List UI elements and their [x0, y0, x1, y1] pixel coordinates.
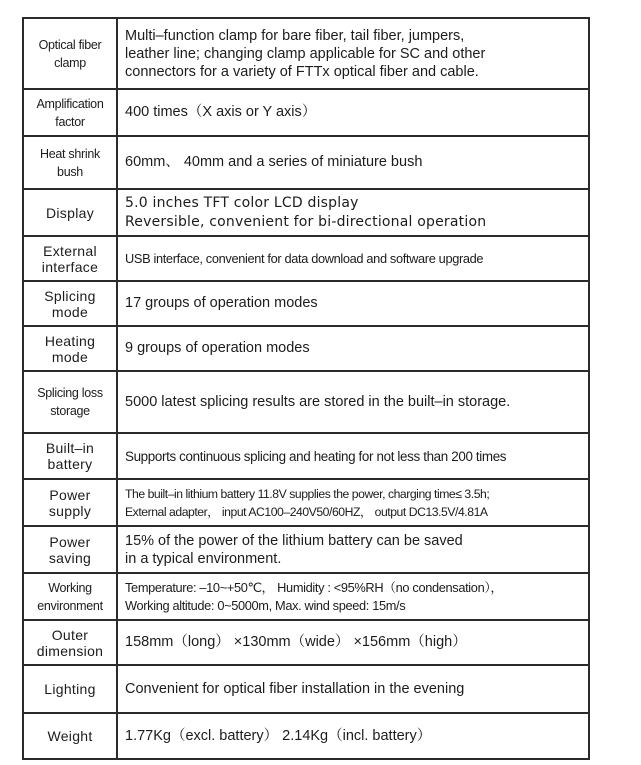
label-line: environment — [37, 598, 103, 613]
spec-value — [117, 136, 589, 189]
spec-row-lighting — [23, 665, 589, 713]
label-line: mode — [51, 348, 89, 365]
label-line: External — [43, 242, 97, 259]
spec-row-heat-shrink-bush — [23, 136, 589, 189]
label-line: Splicing loss — [37, 386, 103, 400]
spec-value — [117, 713, 589, 759]
value-line: The built–in lithium battery 11.8V supplies the power, charging time≤ 3.5h; — [125, 486, 490, 501]
value-line: 9 groups of operation modes — [125, 340, 310, 356]
spec-label — [23, 433, 117, 479]
spec-label — [23, 573, 117, 620]
value-line: 400 times（X axis or Y axis） — [125, 104, 317, 120]
value-line: Supports continuous splicing and heating for not less than 200 times — [125, 448, 507, 464]
spec-value — [117, 326, 589, 371]
value-line: Multi–function clamp for bare fiber, tail fiber, jumpers, — [125, 27, 465, 44]
value-line: 17 groups of operation modes — [125, 295, 318, 311]
spec-label — [23, 18, 117, 89]
label-line: Amplification — [36, 96, 104, 111]
spec-label — [23, 371, 117, 433]
label-line: Power — [49, 486, 91, 503]
spec-row-built-in-battery — [23, 433, 589, 479]
value-line: Reversible, convenient for bi-directional operation — [125, 213, 487, 230]
spec-value — [117, 526, 589, 573]
value-line: Convenient for optical fiber installation in the evening — [125, 680, 465, 697]
value-line: in a typical environment. — [125, 550, 282, 567]
spec-label — [23, 189, 117, 236]
spec-value — [117, 236, 589, 281]
spec-value — [117, 620, 589, 665]
spec-row-heating-mode — [23, 326, 589, 371]
label-line: mode — [51, 303, 89, 320]
value-line: 158mm（long） ×130mm（wide） ×156mm（high） — [125, 634, 467, 650]
value-line: External adapter， input AC100–240V50/60HZ， output DC13.5V/4.81A — [125, 504, 488, 519]
label-line: Heat shrink — [40, 146, 100, 161]
label-line: storage — [50, 404, 90, 418]
spec-row-splicing-loss-storage — [23, 371, 589, 433]
spec-row-working-environment — [23, 573, 589, 620]
spec-value — [117, 433, 589, 479]
spec-label — [23, 620, 117, 665]
label-line: Display — [45, 204, 94, 221]
spec-label — [23, 326, 117, 371]
value-line: 60mm、 40mm and a series of miniature bush — [125, 154, 423, 170]
label-line: bush — [57, 164, 83, 179]
spec-row-power-supply — [23, 479, 589, 526]
value-line: 5.0 inches TFT color LCD display — [125, 194, 359, 211]
spec-label — [23, 89, 117, 136]
value-line: USB interface, convenient for data download and software upgrade — [125, 251, 484, 266]
spec-row-optical-fiber-clamp — [23, 18, 589, 89]
value-line: 1.77Kg（excl. battery） 2.14Kg（incl. battery） — [125, 727, 432, 744]
spec-label — [23, 281, 117, 326]
label-line: dimension — [36, 642, 104, 659]
specification-table — [22, 17, 590, 760]
spec-label — [23, 136, 117, 189]
label-line: Power — [49, 533, 91, 550]
label-line: battery — [47, 456, 93, 472]
value-line: connectors for a variety of FTTx optical fiber and cable. — [125, 63, 479, 80]
label-line: Splicing — [44, 287, 96, 304]
value-line: Temperature: –10~+50℃， Humidity : <95%RH（no condensation）， — [125, 579, 503, 595]
spec-row-splicing-mode — [23, 281, 589, 326]
value-line: leather line; changing clamp applicable for SC and other — [125, 45, 486, 62]
value-line: Working altitude: 0~5000m, Max. wind speed: 15m/s — [125, 597, 406, 613]
value-line: 5000 latest splicing results are stored in the built–in storage. — [125, 393, 511, 410]
label-line: saving — [48, 549, 92, 566]
label-line: Built–in — [45, 440, 95, 456]
spec-value — [117, 371, 589, 433]
spec-label — [23, 713, 117, 759]
spec-row-outer-dimension — [23, 620, 589, 665]
value-line: 15% of the power of the lithium battery can be saved — [125, 532, 463, 549]
spec-row-power-saving — [23, 526, 589, 573]
label-line: factor — [55, 114, 85, 129]
label-line: supply — [48, 502, 92, 519]
spec-value — [117, 189, 589, 236]
label-line: Working — [48, 580, 92, 595]
spec-value — [117, 573, 589, 620]
spec-row-amplification-factor — [23, 89, 589, 136]
spec-row-weight — [23, 713, 589, 759]
spec-value — [117, 18, 589, 89]
label-line: Weight — [47, 728, 93, 744]
spec-value — [117, 281, 589, 326]
spec-value — [117, 479, 589, 526]
label-line: Optical fiber — [38, 37, 102, 52]
label-line: Outer — [51, 626, 89, 643]
label-line: Lighting — [44, 681, 96, 697]
spec-label — [23, 526, 117, 573]
spec-label — [23, 479, 117, 526]
spec-label — [23, 236, 117, 281]
label-line: interface — [41, 258, 99, 275]
spec-label — [23, 665, 117, 713]
spec-row-external-interface — [23, 236, 589, 281]
spec-value — [117, 665, 589, 713]
label-line: clamp — [54, 55, 86, 70]
spec-row-display — [23, 189, 589, 236]
label-line: Heating — [44, 332, 96, 349]
spec-value — [117, 89, 589, 136]
